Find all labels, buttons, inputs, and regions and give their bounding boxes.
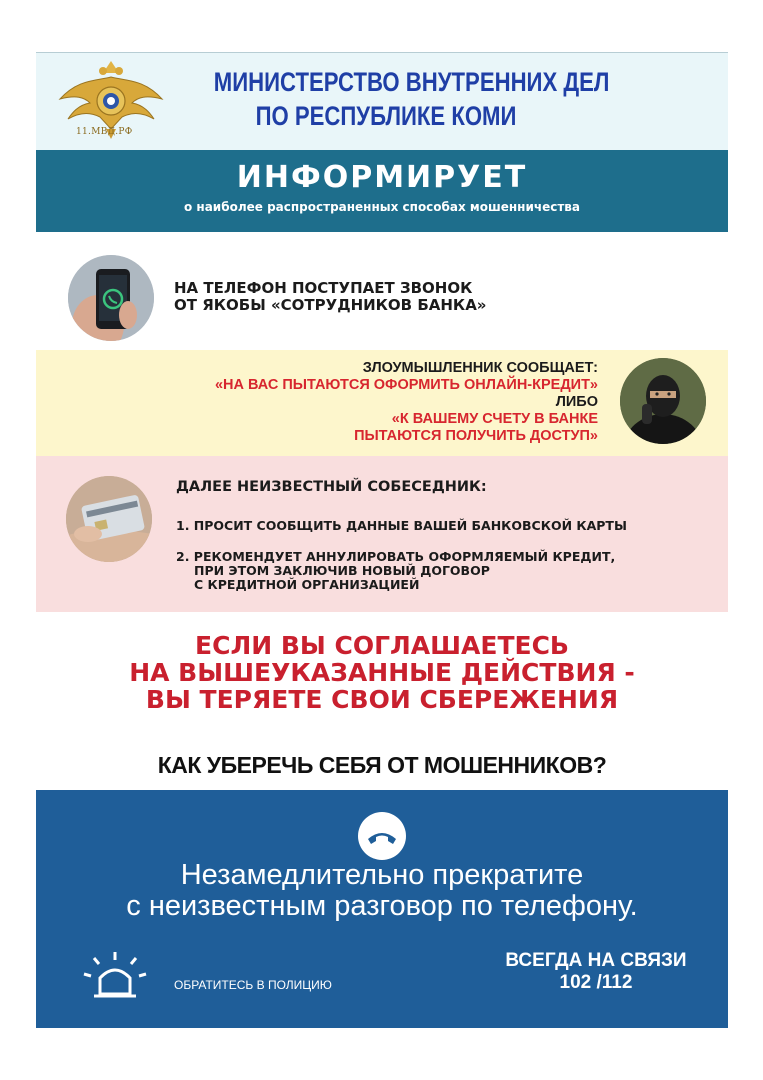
organization-title [213, 65, 610, 133]
step-fraud-claim-text [215, 360, 598, 445]
hang-up-advice-line2: с неизвестным разговор по телефону. [126, 890, 638, 922]
smartphone-call-icon [68, 255, 154, 341]
step-unknown-item-2-line2: ПРИ ЭТОМ ЗАКЛЮЧИВ НОВЫЙ ДОГОВОР [194, 563, 490, 578]
hooded-fraudster-icon [620, 358, 706, 444]
contact-police-label: ОБРАТИТЕСЬ В ПОЛИЦИЮ [174, 978, 332, 992]
step-unknown-item-2-line3: С КРЕДИТНОЙ ОРГАНИЗАЦИЕЙ [194, 577, 420, 592]
savings-warning-line3: ВЫ ТЕРЯЕТЕ СВОИ СБЕРЕЖЕНИЯ [145, 685, 619, 714]
hotline-label: ВСЕГДА НА СВЯЗИ [505, 950, 687, 971]
savings-warning [36, 632, 728, 713]
informs-title: ИНФОРМИРУЕТ [236, 160, 528, 195]
step-fraud-claim [36, 350, 728, 456]
hotline-numbers: 102 /112 [559, 972, 633, 993]
step-unknown-item-1: 1. ПРОСИТ СООБЩИТЬ ДАННЫЕ ВАШЕЙ БАНКОВСКОЙ КАРТЫ [176, 518, 627, 533]
step-unknown-interlocutor [36, 456, 728, 612]
step-unknown-item-2-line1: 2. РЕКОМЕНДУЕТ АННУЛИРОВАТЬ ОФОРМЛЯЕМЫЙ КРЕДИТ, [176, 549, 616, 564]
savings-warning-line1: ЕСЛИ ВЫ СОГЛАШАЕТЕСЬ [195, 631, 569, 660]
step-phone-call-line2: ОТ ЯКОБЫ «СОТРУДНИКОВ БАНКА» [174, 296, 487, 314]
poster [36, 52, 728, 1028]
step-phone-call-line1: НА ТЕЛЕФОН ПОСТУПАЕТ ЗВОНОК [174, 279, 473, 297]
header [36, 52, 728, 150]
step-unknown-item-2 [176, 550, 615, 592]
advice-footer [36, 790, 728, 1028]
step-fraud-claim-line1: ЗЛОУМЫШЛЕННИК СООБЩАЕТ: [362, 360, 598, 376]
informs-subtitle: о наиболее распространенных способах мошенничества [183, 200, 580, 214]
hang-up-phone-icon [358, 812, 406, 860]
savings-warning-line2: НА ВЫШЕУКАЗАННЫЕ ДЕЙСТВИЯ - [129, 658, 635, 687]
step-phone-call [36, 232, 728, 350]
informs-band [36, 150, 728, 232]
hotline-block [476, 950, 716, 994]
how-to-protect-heading: КАК УБЕРЕЧЬ СЕБЯ ОТ МОШЕННИКОВ? [157, 752, 607, 778]
police-siren-icon [80, 950, 150, 1000]
hang-up-advice-line1: Незамедлительно прекратите [180, 859, 584, 891]
step-unknown-lead: ДАЛЕЕ НЕИЗВЕСТНЫЙ СОБЕСЕДНИК: [176, 479, 487, 495]
fraud-quote-access-line2: ПЫТАЮТСЯ ПОЛУЧИТЬ ДОСТУП» [354, 428, 598, 444]
hang-up-advice [36, 860, 728, 922]
organization-title-line2: ПО РЕСПУБЛИКЕ КОМИ [255, 101, 517, 131]
emblem-site-label: 11.МВД.РФ [76, 127, 133, 137]
fraud-or-label: ЛИБО [555, 394, 598, 410]
fraud-quote-credit: «НА ВАС ПЫТАЮТСЯ ОФОРМИТЬ ОНЛАЙН-КРЕДИТ» [214, 377, 598, 393]
fraud-quote-access-line1: «К ВАШЕМУ СЧЕТУ В БАНКЕ [391, 411, 598, 427]
bank-card-icon [66, 476, 152, 562]
step-phone-call-text [174, 280, 487, 314]
organization-title-line1: МИНИСТЕРСТВО ВНУТРЕННИХ ДЕЛ [213, 67, 610, 97]
